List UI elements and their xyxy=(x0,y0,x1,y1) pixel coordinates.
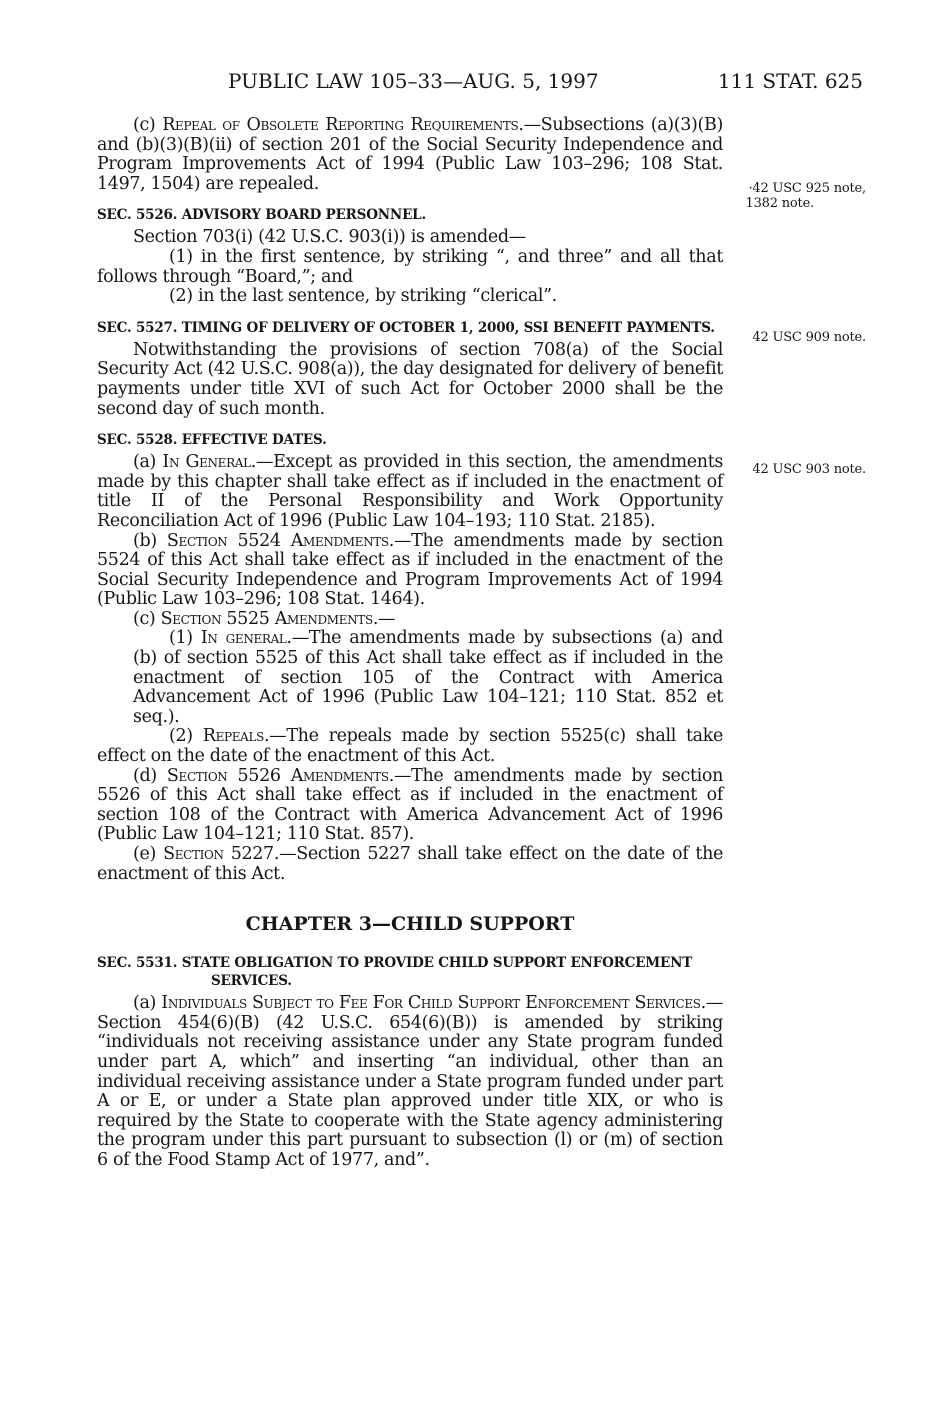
sec-5528-c1-text: —The amendments made by subsections (a) and (b) of section 5525 of this Act shall take effect as if included in the enactment of section 105 of the Contract with America Advancement Act of 1996 (Public Law 104–121; 110 Stat. 852 et seq.). xyxy=(133,628,723,727)
sec-5528-c2-heading: Repeals. xyxy=(202,726,270,747)
sec-5528-c1-label: (1) xyxy=(169,628,193,649)
sec-5528-c1 xyxy=(97,629,723,727)
repeal-heading: Repeal of Obsolete Reporting Requirements. xyxy=(162,115,524,135)
sec-5531-a xyxy=(97,994,723,1170)
sec-5528-d-label: (d) xyxy=(133,765,157,786)
sec-5528-c-label: (c) xyxy=(133,608,156,629)
margin-note-1-text: 42 USC 925 note, xyxy=(752,181,866,196)
sec-5528-b-heading: Section 5524 Amendments. xyxy=(166,530,395,551)
chapter-title: CHAPTER 3—CHILD SUPPORT xyxy=(245,913,575,936)
sec-5528-c2-text: —The repeals made by section 5525(c) shall take effect on the date of the enactment of this Act. xyxy=(97,726,723,767)
margin-note-1-line-1: ·42 USC 925 note, xyxy=(748,181,866,196)
sec-5526-item-1: (1) in the first sentence, by striking “, and three” and all that follows through “Board,”; and xyxy=(97,246,723,287)
sec-5531-a-label: (a) xyxy=(133,993,157,1014)
page-number: 111 STAT. 625 xyxy=(717,69,863,93)
sec-5526-item-2: (2) in the last sentence, by striking “clerical”. xyxy=(169,286,557,307)
sec-5528-b-label: (b) xyxy=(133,530,157,551)
sec-5531-a-text: —Section 454(6)(B) (42 U.S.C. 654(6)(B)) is amended by striking “individuals not receiving assistance under any State program funded under part A, which” and inserting “an individual, other than an individual receiving assistance under a State program funded under part A or E, or under a State plan approved under title XIX, or who is required by the State to cooperate with the State agency administering the program under this part pursuant to subsection (l) or (m) of section 6 of the Food Stamp Act of 1977, and”. xyxy=(97,993,723,1170)
sec-5528-a xyxy=(97,453,723,531)
sec-5528-a-text: —Except as provided in this section, the amendments made by this chapter shall take effect as if included in the enactment of title II of the Personal Responsibility and Work Opportunity Reconciliation Act of 1996 (Public Law 104–193; 110 Stat. 2185). xyxy=(97,452,724,531)
sec-5528-c1-heading: In general. xyxy=(200,628,292,649)
sec-5531-a-heading: Individuals Subject to Fee For Child Support Enforcement Services. xyxy=(161,993,706,1014)
sec-5526-intro: Section 703(i) (42 U.S.C. 903(i)) is amended— xyxy=(133,227,526,248)
sec-5528-a-heading: In General. xyxy=(162,452,256,473)
sec-5528-c-heading: Section 5525 Amendments. xyxy=(160,608,379,629)
sec-5528-d-text: —The amendments made by section 5526 of this Act shall take effect as if included in the enactment of section 108 of the Contract with America Advancement Act of 1996 (Public Law 104–121; 110 Stat. 857). xyxy=(97,765,724,845)
margin-note-2: 42 USC 909 note. xyxy=(752,330,866,345)
margin-note-1 xyxy=(734,181,866,211)
sec-5528-b xyxy=(97,532,723,610)
margin-note-3: 42 USC 903 note. xyxy=(752,462,866,477)
sec-5528-c-text: — xyxy=(378,608,396,629)
sec-5528-d-heading: Section 5526 Amendments. xyxy=(166,765,395,786)
body-text xyxy=(97,116,723,1171)
sec-5528-e-text: —Section 5227 shall take effect on the date of the enactment of this Act. xyxy=(97,844,724,884)
sec-5528-c2-label: (2) xyxy=(169,726,193,747)
sec-5528-a-label: (a) xyxy=(133,452,157,473)
sec-5526-heading: SEC. 5526. ADVISORY BOARD PERSONNEL. xyxy=(97,207,426,224)
sec-5527-heading: SEC. 5527. TIMING OF DELIVERY OF OCTOBER 1, 2000, SSI BENEFIT PAYMENTS. xyxy=(97,319,715,336)
running-title: PUBLIC LAW 105–33—AUG. 5, 1997 xyxy=(228,69,599,93)
sec-5528-e xyxy=(97,845,723,884)
sec-5528-e-heading: Section 5227. xyxy=(163,844,280,864)
sec-5527-text: Notwithstanding the provisions of section 708(a) of the Social Security Act (42 U.S.C. 908(a)), the day designated for delivery of benefit payments under title XVI of such Act for October 2000 shall be the second day of such month. xyxy=(97,339,723,419)
sec-5528-c2 xyxy=(97,727,723,766)
sec-5531-heading: SEC. 5531. STATE OBLIGATION TO PROVIDE CHILD SUPPORT ENFORCEMENT SERVICES. xyxy=(97,955,693,990)
sec-5528-d xyxy=(97,767,723,845)
repeal-label: (c) xyxy=(133,115,156,135)
margin-note-1-line-2: 1382 note. xyxy=(745,196,814,211)
sec-5528-e-label: (e) xyxy=(133,844,156,864)
repeal-text: —Subsections (a)(3)(B) and (b)(3)(B)(ii) of section 201 of the Social Security Independence and Program Improvements Act of 1994 (Public Law 103–296; 108 Stat. 1497, 1504) are repealed. xyxy=(97,115,723,194)
sec-5528-b-text: —The amendments made by section 5524 of this Act shall take effect as if included in the enactment of the Social Security Independence and Program Improvements Act of 1994 (Public Law 103–296; 108 Stat. 1464). xyxy=(97,530,724,610)
page-header xyxy=(97,66,863,96)
sec-5528-c xyxy=(97,610,723,630)
sec-5528-heading: SEC. 5528. EFFECTIVE DATES. xyxy=(97,432,327,449)
repeal-paragraph xyxy=(97,116,723,194)
